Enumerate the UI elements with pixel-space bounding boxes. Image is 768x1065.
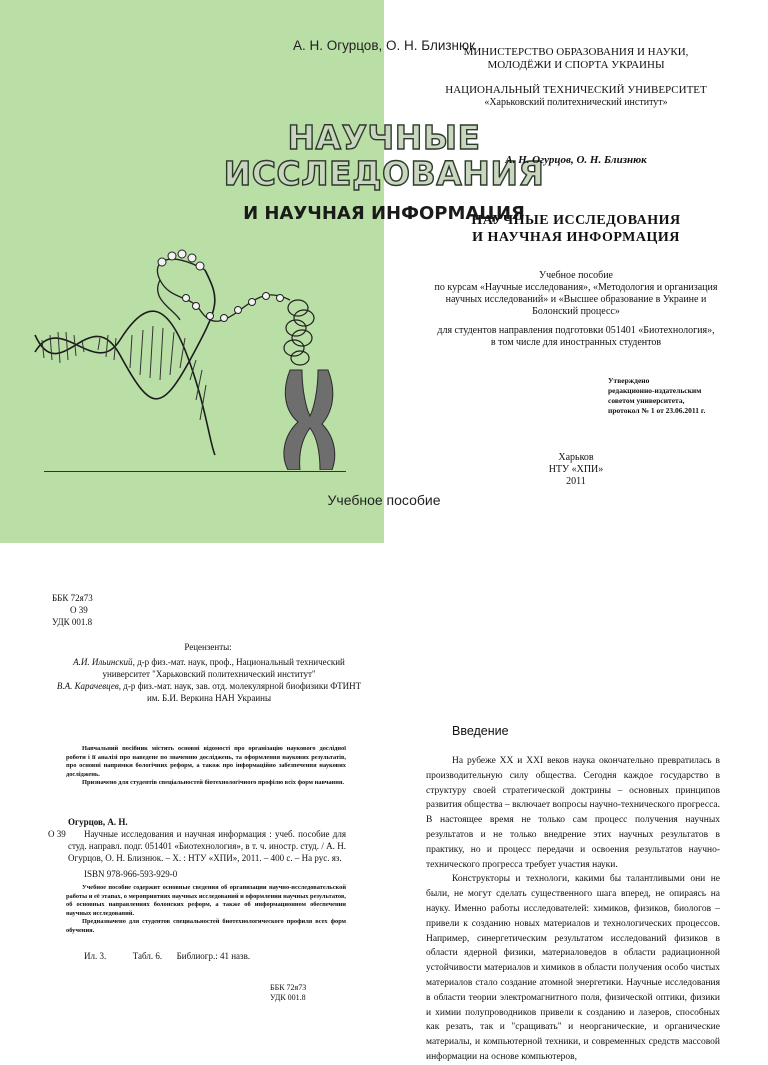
ministry-line1: МИНИСТЕРСТВО ОБРАЗОВАНИЯ И НАУКИ, <box>463 46 689 58</box>
cover-title-line1: НАУЧНЫЕ <box>287 118 481 157</box>
bibliography-count: Библиогр.: 41 назв. <box>176 951 251 961</box>
udk-code: УДК 001.8 <box>52 617 93 627</box>
publisher: НТУ «ХПИ» <box>548 464 604 475</box>
abstract-ru <box>66 884 346 936</box>
city: Харьков <box>558 452 594 463</box>
ministry-line2: МОЛОДЁЖИ И СПОРТА УКРАИНЫ <box>487 59 665 71</box>
abstract-ua-text: Навчальний посібник містить основні відомості про організацію наукового дослідної роботи і її аналізі про наведене по значенню досліджень, та оформлення наукових результатів, про основні напрямки бологічних реформ, а також про інформаційно забезпечення наукових досліджень. <box>66 745 346 778</box>
approval-block <box>608 376 758 416</box>
approved-line3: советом университета, <box>608 396 685 405</box>
courses-block <box>404 270 748 318</box>
abstract-ua <box>66 745 346 788</box>
cover-title-line2: ИССЛЕДОВАНИЯ <box>223 154 545 193</box>
reviewer-1-name: А.И. Ильинский <box>73 657 133 667</box>
tables-count: Табл. 6. <box>132 951 163 961</box>
intro-paragraph-1: На рубеже XX и XXI веков наука окончательно превратилась в производительную силу общества. Сегодня каждое государство в структуру своей стратегической доктрины – основных принципов развития общества – включает вопросы научно-технического прогресса. В настоящее время не только сам процесс получения научных результатов и не только внедрение этих научных результатов в практику, но и процесс передачи и освоения результатов научно-технического прогресса требует участия науки. <box>426 756 720 870</box>
approved-line4: протокол № 1 от 23.06.2011 г. <box>608 406 706 415</box>
courses-line1: по курсам «Научные исследования», «Методология и организация <box>434 282 718 293</box>
reviewer-2-text: , д-р физ.-мат. наук, зав. отд. молекулярной биофизики ФТИНТ им. Б.И. Веркина НАН Украины <box>118 681 362 703</box>
dna-chromosome-illustration <box>0 240 384 470</box>
book-cover <box>0 0 545 543</box>
courses-line3: Болонский процесс» <box>532 306 620 317</box>
abstract-ru-text: Учебное пособие содержит основные сведения об организации научно-исследовательской работы и её этапах, о мероприятиях научных исследований и оформлении научных результатов, об основных направлениях болонских реформ, а также об информационном обеспечении научных исследований. <box>66 884 346 917</box>
university-name: НАЦИОНАЛЬНЫЙ ТЕХНИЧЕСКИЙ УНИВЕРСИТЕТ <box>445 84 707 96</box>
year: 2011 <box>566 476 586 487</box>
illustrations-count: Ил. 3. <box>84 951 107 961</box>
cover-subtitle: Учебное пособие <box>327 492 441 508</box>
students-line2: в том числе для иностранных студентов <box>490 337 662 348</box>
title-line1: НАУЧНЫЕ ИССЛЕДОВАНИЯ <box>471 213 681 228</box>
bbk-bottom: ББК 72я73 <box>270 983 307 992</box>
approved-line1: Утверждено <box>608 376 650 385</box>
bottom-classification <box>270 983 306 1003</box>
catalog-code: О 39 <box>48 829 66 839</box>
institute-name: «Харьковский политехнический институт» <box>484 97 668 108</box>
udk-bottom: УДК 001.8 <box>270 993 306 1002</box>
classification-block <box>52 592 112 628</box>
cover-authors: А. Н. Огурцов, О. Н. Близнюк <box>292 38 476 53</box>
reviewer-1-text: , д-р физ.-мат. наук, проф., Национальный технический университет "Харьковский политехнический институт" <box>102 657 345 679</box>
intro-body <box>426 754 720 1065</box>
ministry-header <box>404 46 748 72</box>
publication-info <box>404 452 748 488</box>
cover-title-line3: И НАУЧНАЯ ИНФОРМАЦИЯ <box>243 203 525 224</box>
reviewer-1 <box>56 656 362 680</box>
intro-paragraph-2: Конструкторы и технологи, какими бы талантливыми они не были, не могут сделать существенного шага вперед, не опираясь на науку. Именно работы исследователей: химиков, физиков, биологов – привели к созданию новых материалов и технологических процессов. Например, синергетическим результатом исследований физиков в области ядерной физики, материаловедов в области радиационной устойчивости материалов и химиков в области получения особо чистых материалов стало создание атомной энергетики. Научные исследования в области теории электромагнитного поля, физической оптики, физики и химии полупроводников привели к созданию и лазеров, способных как резать, так и "сращивать" и неорганические, и органические материалы, и компьютерной техники, и современных средств массовой информации на основе компьютеров, <box>426 874 720 1062</box>
title-line2: И НАУЧНАЯ ИНФОРМАЦИЯ <box>472 230 680 245</box>
reviewer-2-name: В.А. Карачевцев <box>56 681 119 691</box>
intro-heading: Введение <box>452 724 509 738</box>
purpose-ua-text: Призначено для студентів спеціальностей біотехнологічного профілю всіх форм навчання. <box>82 779 344 787</box>
title-page-title <box>404 212 748 246</box>
catalog-author: Огурцов, А. Н. <box>68 817 128 827</box>
purpose-ru-text: Предназначено для студентов специальностей биотехнологического профиля всех форм обучения. <box>66 918 346 934</box>
reviewers-label: Рецензенты: <box>184 642 232 652</box>
students-line1: для студентов направления подготовки 051401 «Биотехнология», <box>437 325 715 336</box>
students-block <box>404 325 748 349</box>
title-page-authors: А. Н. Огурцов, О. Н. Близнюк <box>505 154 647 166</box>
o39-code: О 39 <box>70 605 88 615</box>
bbk-code: ББК 72я73 <box>52 593 93 603</box>
cover-rule <box>44 471 346 472</box>
reviewer-2 <box>56 680 362 704</box>
university-header <box>404 84 748 109</box>
catalog-description: Научные исследования и научная информация : учеб. пособие для студ. направл. подг. 051401 «Биотехнология», в т. ч. иностр. студ. / А. Н. Огурцов, О. Н. Близнюк. – Х. : НТУ «ХПИ», 2011. – 400 с. – На рус. яз. <box>68 829 346 863</box>
courses-line2: научных исследований» и «Высшее образование в Украине и <box>445 294 707 305</box>
isbn: ISBN 978-966-593-929-0 <box>84 869 178 879</box>
approved-line2: редакционно-издательским <box>608 386 702 395</box>
book-kind: Учебное пособие <box>539 270 613 281</box>
stats-line <box>84 950 344 962</box>
